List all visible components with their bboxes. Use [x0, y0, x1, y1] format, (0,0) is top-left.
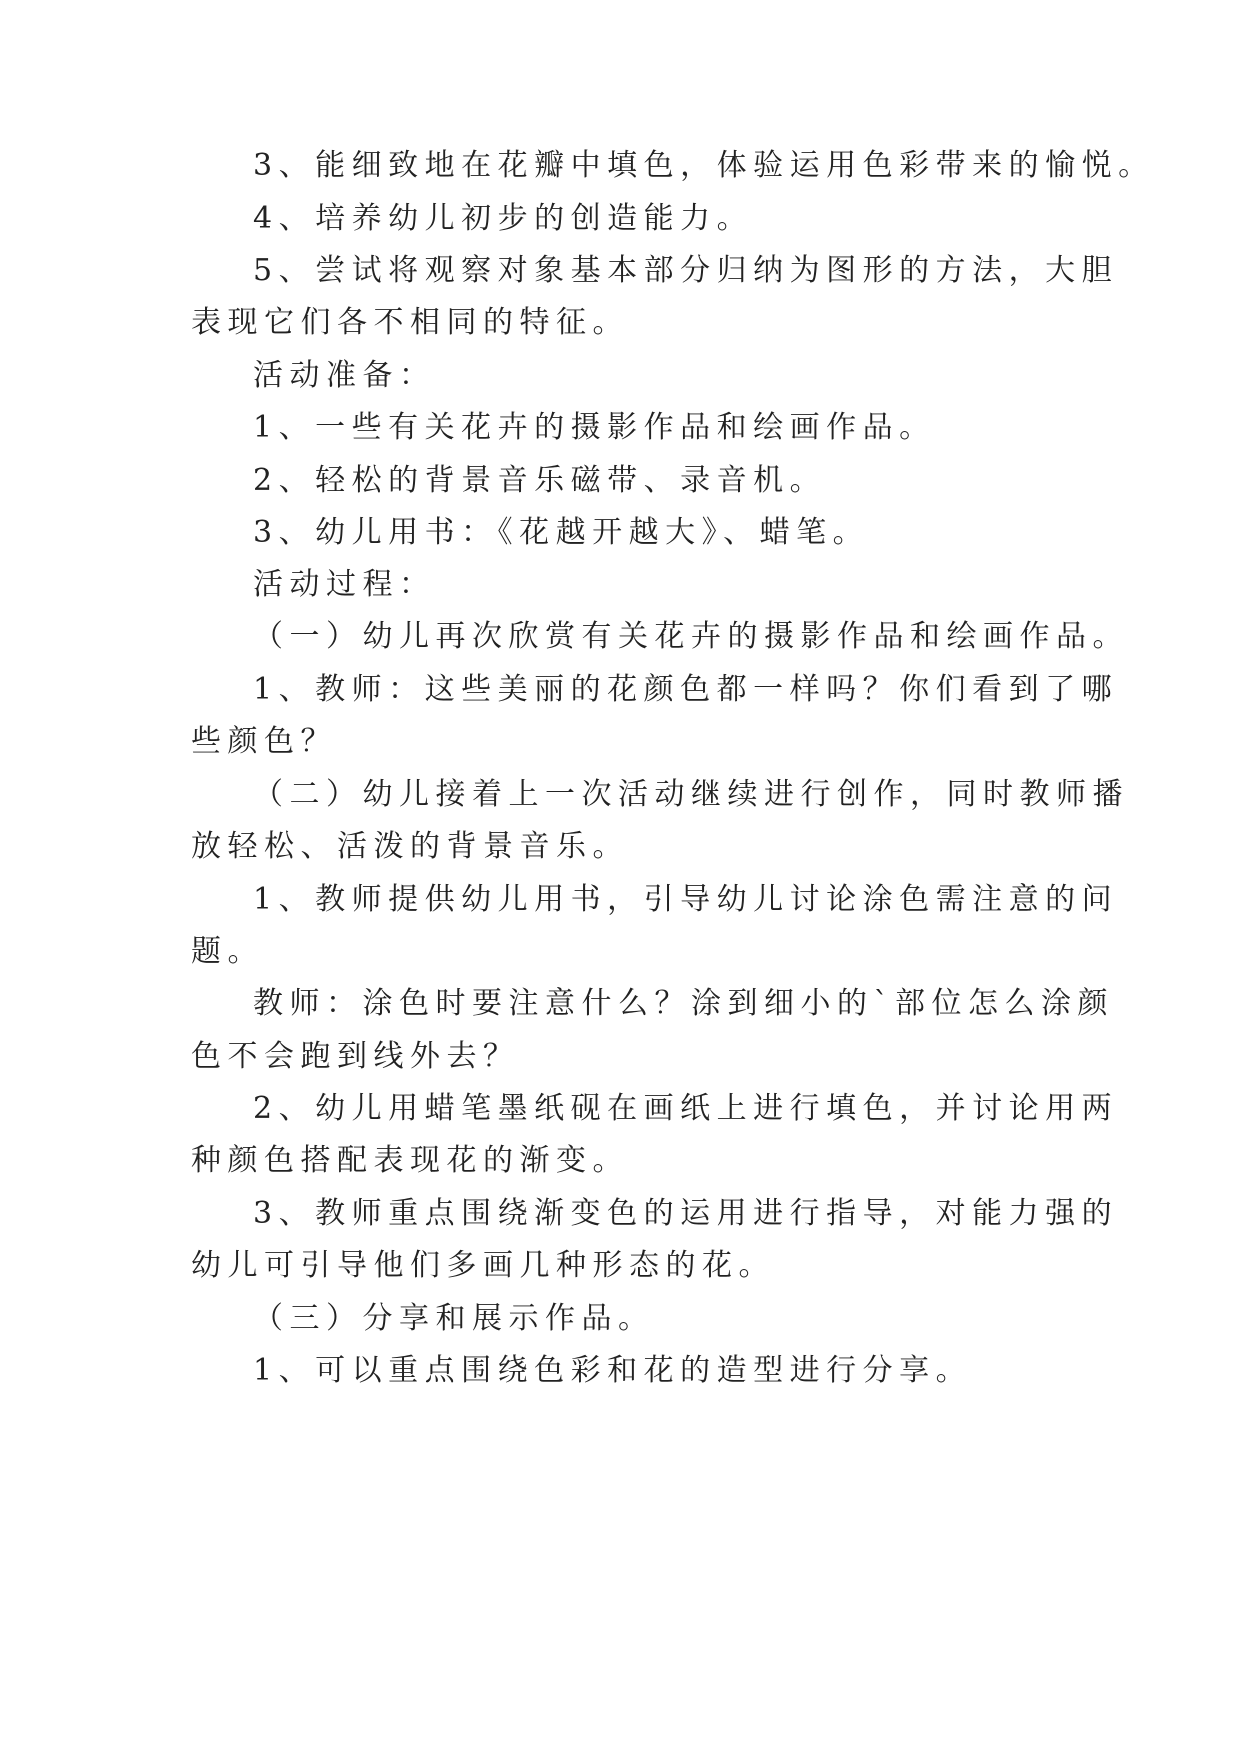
text-line: （三）分享和展示作品。 [253, 1301, 655, 1336]
text-line: （二）幼儿接着上一次活动继续进行创作，同时教师播 [253, 777, 1129, 812]
text-line: 种颜色搭配表现花的渐变。 [191, 1143, 629, 1178]
text-line: 3、能细致地在花瓣中填色，体验运用色彩带来的愉悦。 [253, 148, 1155, 183]
text-line: 1、教师：这些美丽的花颜色都一样吗？你们看到了哪 [253, 672, 1119, 707]
text-line: 5、尝试将观察对象基本部分归纳为图形的方法，大胆 [253, 253, 1119, 288]
text-line: 1、一些有关花卉的摄影作品和绘画作品。 [253, 410, 936, 445]
text-line: 色不会跑到线外去？ [191, 1039, 520, 1074]
text-line: 3、教师重点围绕渐变色的运用进行指导，对能力强的 [253, 1196, 1119, 1231]
text-line: 2、轻松的背景音乐磁带、录音机。 [253, 463, 827, 498]
text-line: 1、教师提供幼儿用书，引导幼儿讨论涂色需注意的问 [253, 882, 1119, 917]
text-line: 1、可以重点围绕色彩和花的造型进行分享。 [253, 1353, 973, 1388]
text-line: 题。 [191, 934, 264, 969]
text-line: 幼儿可引导他们多画几种形态的花。 [191, 1248, 775, 1283]
text-line: 4、培养幼儿初步的创造能力。 [253, 201, 754, 236]
text-line: 教师：涂色时要注意什么？涂到细小的`部位怎么涂颜 [253, 986, 1114, 1021]
text-line: （一）幼儿再次欣赏有关花卉的摄影作品和绘画作品。 [253, 619, 1129, 654]
section-heading: 活动准备： [253, 358, 436, 393]
text-line: 2、幼儿用蜡笔墨纸砚在画纸上进行填色，并讨论用两 [253, 1091, 1119, 1126]
text-line: 表现它们各不相同的特征。 [191, 305, 629, 340]
section-heading: 活动过程： [253, 567, 436, 602]
text-line: 些颜色？ [191, 724, 337, 759]
text-line: 3、幼儿用书：《花越开越大》、蜡笔。 [253, 515, 870, 550]
text-line: 放轻松、活泼的背景音乐。 [191, 829, 629, 864]
